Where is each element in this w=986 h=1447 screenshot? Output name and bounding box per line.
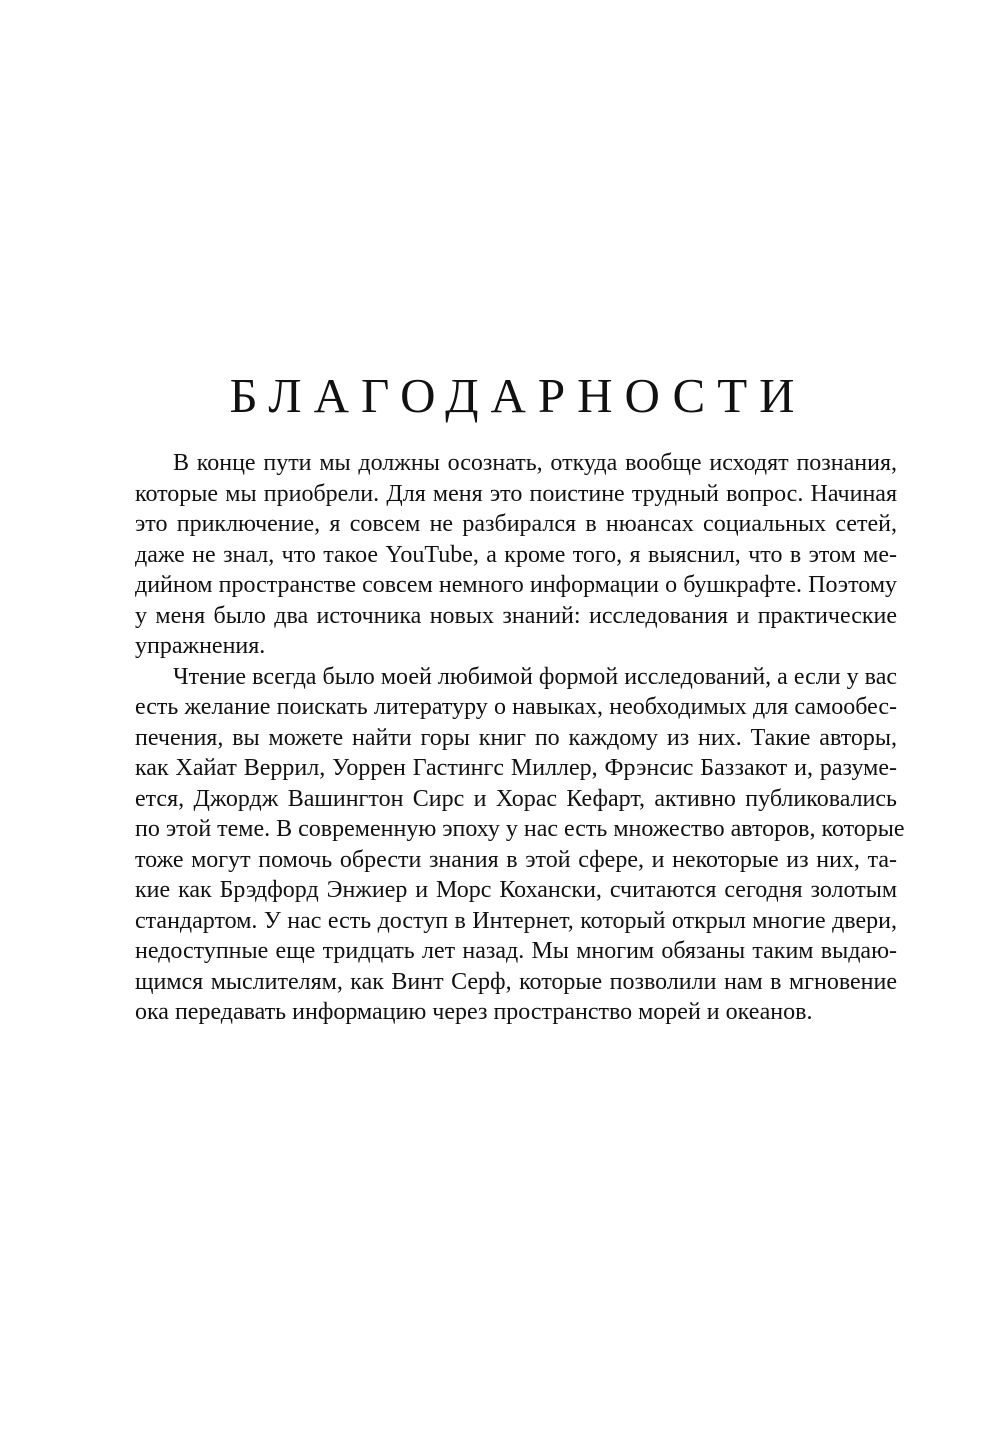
text-line: это приключение, я совсем не разбирался в нюансах социальных сетей, xyxy=(135,511,897,537)
text-line: печения, вы можете найти горы книг по каждому из них. Такие авторы, xyxy=(135,724,897,751)
text-line: щимся мыслителям, как Винт Серф, которые позволили нам в мгновение xyxy=(135,968,897,995)
text-line: есть желание поискать литературу о навыках, необходимых для самообес- xyxy=(135,694,897,720)
text-line: как Хайат Веррил, Уоррен Гастингс Миллер, Фрэнсис Баззакот и, разуме- xyxy=(135,755,897,781)
text-line: которые мы приобрели. Для меня это поистине трудный вопрос. Начиная xyxy=(135,480,897,507)
text-line: по этой теме. В современную эпоху у нас есть множество авторов, которые xyxy=(135,816,905,842)
text-line: стандартом. У нас есть доступ в Интернет, который открыл многие двери, xyxy=(135,907,897,934)
text-line: ется, Джордж Вашингтон Сирс и Хорас Кефарт, активно публиковались xyxy=(135,785,897,812)
paragraph-1 xyxy=(135,448,897,662)
text-line: даже не знал, что такое YouTube, а кроме того, я выяснил, что в этом ме- xyxy=(135,541,897,568)
text-line: недоступные еще тридцать лет назад. Мы многим обязаны таким выдаю- xyxy=(135,938,897,964)
text-line: у меня было два источника новых знаний: исследования и практические xyxy=(135,602,897,629)
paragraph-2 xyxy=(135,662,905,1028)
body-text xyxy=(135,448,905,1028)
chapter-title: БЛАГОДАРНОСТИ xyxy=(229,368,807,423)
text-line: тоже могут помочь обрести знания в этой сфере, и некоторые из них, та- xyxy=(135,846,897,873)
text-line: упражнения. xyxy=(135,633,266,659)
text-line: ока передавать информацию через пространство морей и океанов. xyxy=(135,999,813,1025)
text-line: дийном пространстве совсем немного информации о бушкрафте. Поэтому xyxy=(135,572,897,598)
text-line: В конце пути мы должны осознать, откуда вообще исходят познания, xyxy=(173,450,897,476)
text-line: кие как Брэдфорд Энжиер и Морс Кохански, считаются сегодня золотым xyxy=(135,877,897,903)
text-line: Чтение всегда было моей любимой формой исследований, а если у вас xyxy=(173,663,897,690)
